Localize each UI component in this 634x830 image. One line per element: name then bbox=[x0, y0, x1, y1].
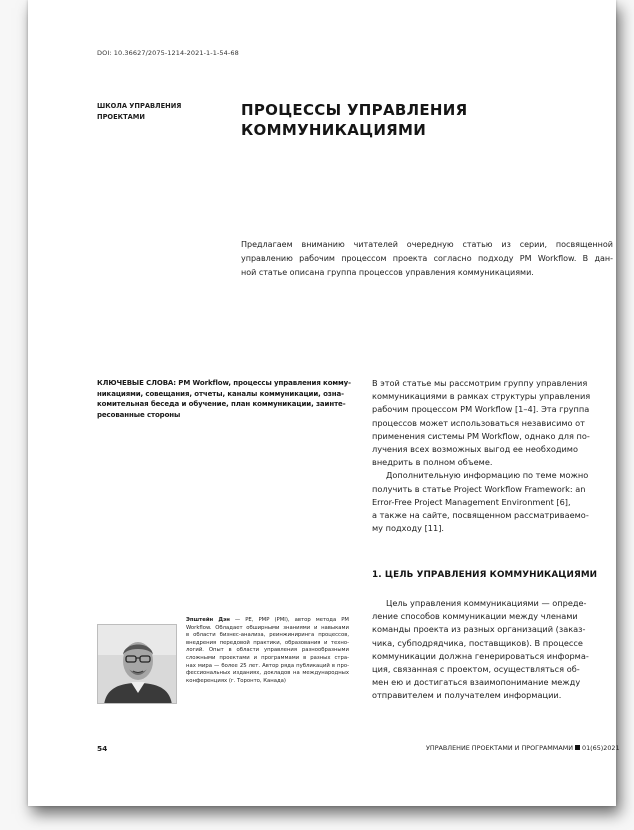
body-line: коммуникациями в рамках структуры управления bbox=[372, 391, 591, 402]
author-photo bbox=[97, 624, 177, 704]
keywords-line: никациями, совещания, отчеты, каналы коммуникации, озна- bbox=[97, 389, 344, 398]
author-name: Эпштейн Дэн bbox=[186, 617, 230, 623]
body-line: процессов может использоваться независимо от bbox=[372, 417, 585, 428]
lead-line: управлению рабочим процессом проекта согласно подходу PM Workflow. В дан- bbox=[241, 254, 613, 263]
body-line: рабочим процессом PM Workflow [1–4]. Эта группа bbox=[372, 404, 590, 415]
body-line: мен ею и достигаться взаимопонимание между bbox=[372, 677, 581, 688]
body-text bbox=[372, 377, 617, 535]
body-paragraph bbox=[372, 377, 617, 469]
page-number: 54 bbox=[97, 744, 108, 753]
keywords-line: комительная беседа и обучение, план коммуникации, заинте- bbox=[97, 400, 346, 408]
body-line: ция, связанная с проектом, осуществляться об- bbox=[372, 664, 580, 675]
body-line: а также на сайте, посвященном рассматриваемо- bbox=[372, 510, 589, 521]
body-line: команды проекта из разных организаций (заказ- bbox=[372, 624, 586, 635]
body-line: применения системы PM Workflow, однако для по- bbox=[372, 430, 590, 441]
body-line: получить в статье Project Workflow Framework: an bbox=[372, 483, 586, 494]
journal-page bbox=[28, 0, 620, 806]
bio-line: в области бизнес-анализа, реинжиниринга процессов, bbox=[186, 632, 349, 639]
bio-line: сложными проектами и программами в разных стра- bbox=[186, 654, 349, 661]
bio-line: фессиональных изданиях, докладов на международных bbox=[186, 670, 349, 677]
body-line: коммуникации должна генерироваться информа- bbox=[372, 650, 589, 661]
keywords-line: ресованные стороны bbox=[97, 410, 181, 419]
bio-line: — PE, PMP (PMI), автор метода PM bbox=[229, 617, 349, 623]
journal-issue: 01(65)2021 bbox=[582, 744, 620, 752]
body-line: внедрить в полном объеме. bbox=[372, 457, 493, 468]
keywords-block bbox=[97, 378, 353, 420]
body-line: В этой статье мы рассмотрим группу управления bbox=[372, 378, 588, 388]
section-heading: 1. ЦЕЛЬ УПРАВЛЕНИЯ КОММУНИКАЦИЯМИ bbox=[372, 570, 598, 580]
journal-name: УПРАВЛЕНИЕ ПРОЕКТАМИ И ПРОГРАММАМИ bbox=[426, 744, 573, 752]
body-line: му подходу [11]. bbox=[372, 523, 445, 534]
journal-footer bbox=[426, 744, 620, 752]
body-line: лучения всех возможных выгод ее необходимо bbox=[372, 444, 578, 455]
article-title-line: ПРОЦЕССЫ УПРАВЛЕНИЯ bbox=[241, 101, 468, 119]
article-title-line: КОММУНИКАЦИЯМИ bbox=[241, 121, 427, 139]
section-label-line: ПРОЕКТАМИ bbox=[97, 111, 145, 121]
bio-line: Workflow. Обладает обширными знаниями и навыками bbox=[186, 624, 349, 631]
section-label-line: ШКОЛА УПРАВЛЕНИЯ bbox=[97, 101, 182, 110]
body-line: ление способов коммуникации между членами bbox=[372, 611, 578, 622]
square-separator-icon bbox=[575, 745, 580, 750]
body-line: Error-Free Project Management Environment [6], bbox=[372, 496, 571, 507]
lead-line: Предлагаем вниманию читателей очередную статью из серии, посвященной bbox=[241, 240, 613, 249]
bio-line: логий. Опыт в области управления разнообразными bbox=[186, 647, 349, 654]
section-label bbox=[97, 101, 207, 122]
body-line: отправителем и получателем информации. bbox=[372, 690, 562, 701]
article-title bbox=[241, 100, 561, 140]
bio-line: нах мира — более 25 лет. Автор ряда публикаций в про- bbox=[186, 662, 349, 669]
lead-paragraph bbox=[241, 238, 613, 280]
doi-line: DOI: 10.36627/2075-1214-2021-1-1-54-68 bbox=[97, 49, 239, 57]
body-text-section1 bbox=[372, 597, 617, 703]
body-line: чика, субподрядчика, поставщиков). В процессе bbox=[372, 637, 583, 648]
author-bio bbox=[186, 617, 349, 685]
bio-line: внедрения передовой практики, образования и техно- bbox=[186, 639, 349, 646]
body-line: Дополнительную информацию по теме можно bbox=[386, 470, 589, 481]
keywords-line: КЛЮЧЕВЫЕ СЛОВА: PM Workflow, процессы управления комму- bbox=[97, 379, 351, 387]
author-portrait-image bbox=[98, 625, 177, 704]
lead-line: ной статье описана группа процессов управления коммуникациями. bbox=[241, 268, 534, 277]
body-paragraph bbox=[372, 469, 617, 535]
bio-line: конференциях (г. Торонто, Канада) bbox=[186, 677, 286, 684]
body-line: Цель управления коммуникациями — опреде- bbox=[386, 598, 587, 608]
